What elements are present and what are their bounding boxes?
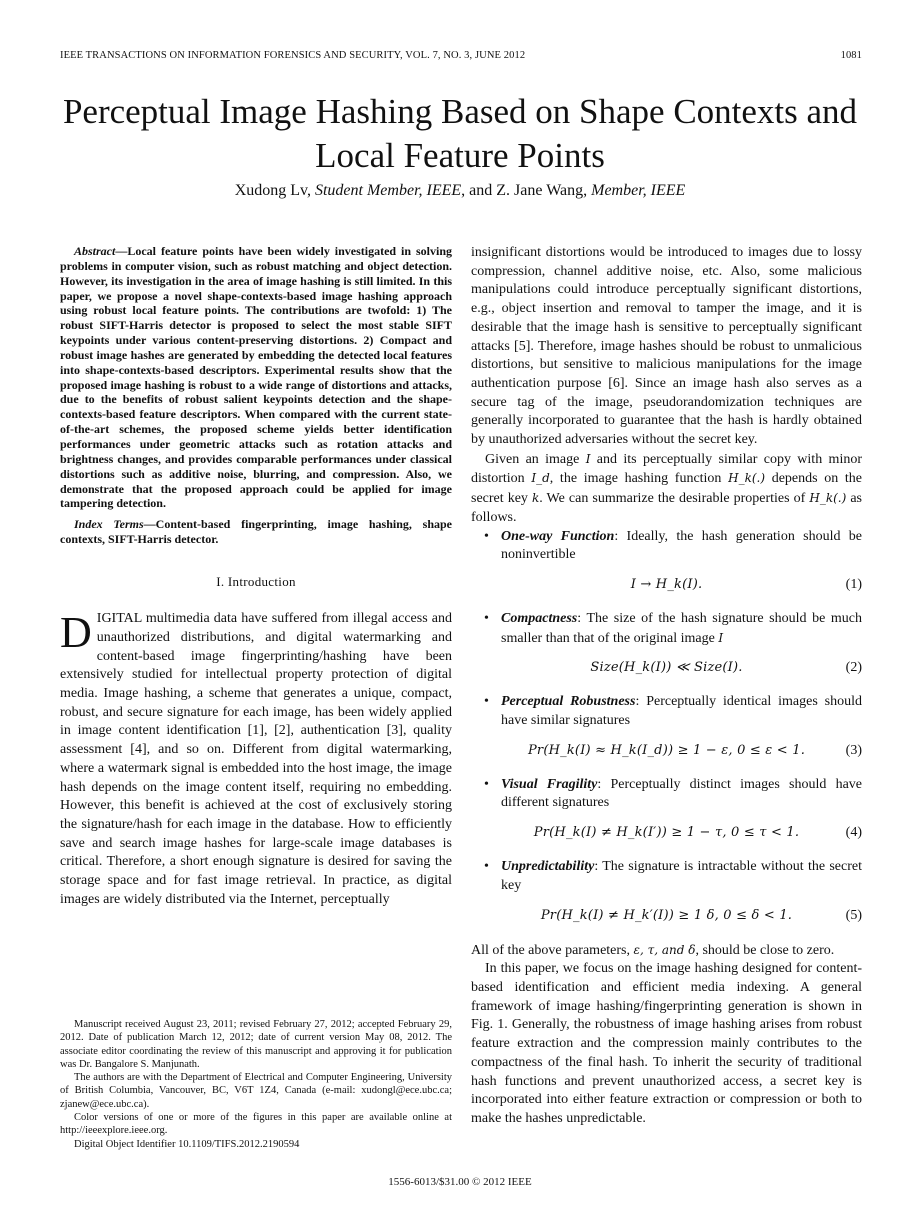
index-terms-label: Index Terms [74, 517, 144, 532]
author-line: Xudong Lv, Student Member, IEEE, and Z. Jane Wang, Member, IEEE [234, 182, 686, 199]
bullet-text: : Perceptually distinct images should have different signatures [501, 776, 862, 811]
equation-number: (1) [845, 576, 862, 592]
bullet-title: One-way Function [501, 528, 615, 544]
symbol-image: I [718, 630, 724, 645]
index-terms [60, 517, 452, 547]
bullet-compactness: • Compactness: The size of the hash signature should be much smaller than that of the original image I [484, 610, 862, 646]
equation-number: (4) [845, 825, 862, 841]
symbol-hash-function: H_k(.) [728, 471, 766, 486]
footnote-affiliation: The authors are with the Department of Electrical and Computer Engineering, University of British Columbia, Vancouver, BC, V6T 1Z4, Canada (e-mail: xudongl@ece.ubc.ca; zjanew@ece.ubc.ca). [60, 1072, 452, 1110]
equation-number: (5) [845, 907, 862, 923]
bullet-text: : Perceptually identical images should have similar signatures [501, 694, 862, 729]
author-1-name: Xudong Lv [234, 182, 307, 199]
bullet-title: Unpredictability [501, 859, 595, 875]
text-fragment: and its perceptually similar copy with minor distortion [471, 451, 862, 487]
paragraph-parameters [471, 941, 862, 961]
equation-expression: Pr(H_k(I) ≠ H_k(I′)) ≥ 1 − τ, 0 ≤ τ < 1. [533, 825, 800, 841]
equation-number: (2) [845, 660, 862, 676]
bullet-title: Compactness [501, 610, 578, 626]
bullet-title: Perceptual Robustness [501, 694, 636, 710]
author-1-role: Student Member, IEEE [314, 182, 462, 199]
running-header: IEEE TRANSACTIONS ON INFORMATION FORENSICS AND SECURITY, VOL. 7, NO. 3, JUNE 2012 [60, 50, 526, 61]
equation-4 [471, 825, 862, 845]
equation-5 [471, 908, 862, 928]
text-fragment: , should be close to zero. [695, 942, 835, 958]
bullet-one-way-function: • One-way Function: Ideally, the hash generation should be noninvertible [484, 528, 863, 563]
footnote-color: Color versions of one or more of the figures in this paper are available online at http://ieeexplore.ieee.org. [60, 1112, 452, 1137]
left-column [60, 244, 452, 909]
author-2-name: Z. Jane Wang [496, 182, 584, 199]
equation-2 [471, 660, 862, 680]
index-terms-text: —Content-based fingerprinting, image hashing, shape contexts, SIFT-Harris detector. [60, 517, 452, 547]
bullet-unpredictability: • Unpredictability: The signature is intractable without the secret key [484, 859, 862, 893]
section-heading-introduction: I. Introduction [216, 574, 296, 590]
equation-expression: Pr(H_k(I) ≈ H_k(I_d)) ≥ 1 − ε, 0 ≤ ε < 1. [527, 742, 806, 758]
equation-expression: I → H_k(I). [630, 576, 703, 592]
symbol-image: I [585, 451, 591, 466]
equation-1 [471, 577, 862, 597]
drop-cap: D [60, 608, 92, 658]
abstract-text: —Local feature points have been widely investigated in solving problems in computer vision, such as robust matching and object detection. However, its investigation in the area of image hashing is still limited. In this paper, we propose a novel shape-contexts-based image hashing approach using robust local feature points. The contributions are twofold: 1) The robust SIFT-Harris detector is proposed to select the most stable SIFT keypoints under various content-preserving distortions. 2) Compact and robust image hashes are generated by embedding the detected local features into shape-contexts-based descriptors. Experimental results show that the proposed image hashing is robust to a wide range of distortions and attacks, due to the benefits of robust salient keypoints detection and the shape-contexts-based feature descriptors. When compared with the current state-of-the-art schemes, the proposed scheme yields better identification performances under geometric attacks such as rotation attacks and brightness changes, and provides comparable performances under classical distortions such as additive noise, blurring, and compression. Also, we demonstrate that the proposed approach could be applied for image tampering detection. [60, 244, 452, 511]
abstract-label: Abstract [74, 244, 116, 258]
bullet-text: : The signature is intractable without the secret key [501, 859, 862, 893]
bullet-text: : Ideally, the hash generation should be noninvertible [501, 528, 863, 563]
text-fragment: All of the above parameters, [471, 942, 634, 958]
symbol-key: k [531, 491, 540, 506]
symbol-distorted-image: I_d [531, 471, 550, 486]
equation-expression: Pr(H_k(I) ≠ H_k′(I)) ≥ 1 δ, 0 ≤ δ < 1. [540, 907, 793, 923]
paper-title: Perceptual Image Hashing Based on Shape Contexts and Local Feature Points [62, 92, 858, 175]
page-number: 1081 [840, 50, 862, 61]
intro-text: IGITAL multimedia data have suffered from illegal access and unauthorized distributions, and digital watermarking and content-based image fingerprinting/hashing have been extensively studied for intellectual property protection of digital media. Image hashing, a scheme that generates a unique, compact, robust, and secure signature for each image, has been widely applied in image content identification [1], [2], authentication [3], quality assessment [4], and so on. Different from digital watermarking, where a watermark signal is embedded into the host image, the image hash depends on the image content itself, requiring no embedding. However, this benefit is achieved at the cost of exclusively storing the signature/hash for each image in the database. How to efficiently save and search image hashes for large-scale image databases is critical. Therefore, a short enough signature is desired for saving the storage space and for fast image retrieval. In practice, as digital images are widely distributed via the Internet, perceptually [60, 611, 452, 907]
footnote-doi: Digital Object Identifier 10.1109/TIFS.2012.2190594 [74, 1138, 300, 1150]
footnotes [60, 1018, 452, 1151]
equation-expression: Size(H_k(I)) ≪ Size(I). [590, 660, 743, 676]
symbol-hash-function: H_k(.) [809, 491, 847, 506]
bullet-visual-fragility: • Visual Fragility: Perceptually distinct images should have different signatures [484, 776, 862, 811]
copyright-footer: 1556-6013/$31.00 © 2012 IEEE [388, 1176, 532, 1188]
right-column [471, 244, 862, 1129]
author-conjunction: and [469, 182, 493, 199]
text-fragment: . We can summarize the desirable properties of [539, 491, 810, 507]
paragraph-continuation: insignificant distortions would be introduced to images due to lossy compression, channel additive noise, etc. Also, some malicious manipulations could introduce perceptually significant distortions, e.g., object insertion and removal to tamper the image, and it is desirable that the image hash is sensitive to perceptually significant attacks [5]. Therefore, image hashes should be robust to unmalicious distortions, but sensitive to malicious manipulations for the image authentication purpose [6]. Since an image hash also serves as a secure tag of the image, pseudorandomization techniques are generally incorporated to guarantee that the hash is hardly obtained by unauthorized adversaries without the secret key. [471, 245, 862, 448]
text-fragment: Given an image [485, 451, 586, 467]
equation-number: (3) [845, 742, 862, 758]
paragraph-properties-intro [471, 450, 862, 528]
footnote-manuscript: Manuscript received August 23, 2011; revised February 27, 2012; accepted February 29, 2012. Date of publication March 12, 2012; date of current version May 08, 2012. The associate editor coordinating the review of this manuscript and approving it for publication was Dr. Bangalore S. Manjunath. [60, 1019, 452, 1070]
bullet-perceptual-robustness: • Perceptual Robustness: Perceptually identical images should have similar signatures [484, 694, 862, 729]
text-fragment: , the image hashing function [549, 471, 729, 487]
paragraph-framework: In this paper, we focus on the image hashing designed for content-based identification and efficient media indexing. A general framework of image hashing/fingerprinting generation is shown in Fig. 1. Generally, the robustness of image hashing arises from robust feature extraction and the compression mainly contributes to the compactness of the final hash. To inherit the security of traditional hash functions and prevent unauthorized access, a secret key is incorporated into either feature extraction or compression or both to make the hashes unpredictable. [471, 961, 862, 1126]
bullet-text: : The size of the hash signature should be much smaller than that of the original image [501, 610, 862, 646]
text-fragment: as follows. [471, 491, 862, 525]
bullet-title: Visual Fragility [501, 776, 598, 792]
intro-paragraph [60, 610, 452, 909]
abstract [60, 244, 452, 511]
author-2-role: Member, IEEE [591, 182, 686, 199]
text-fragment: depends on the secret key [471, 471, 863, 507]
symbol-parameters: ε, τ, and δ [633, 942, 696, 957]
equation-3 [471, 743, 862, 763]
